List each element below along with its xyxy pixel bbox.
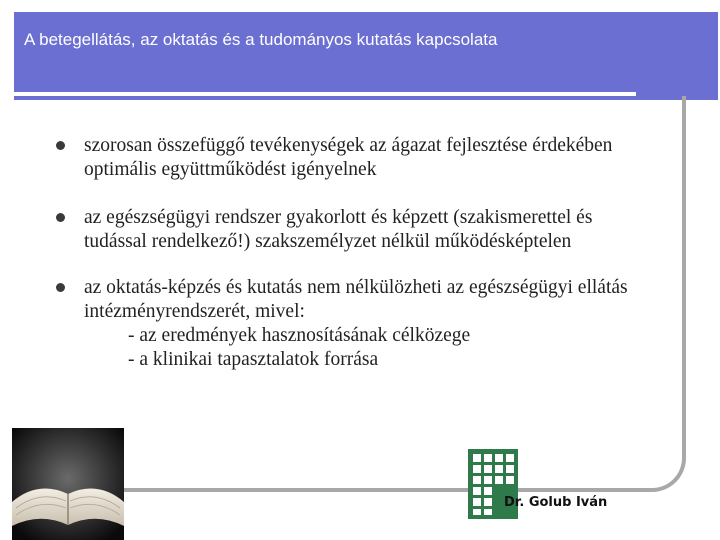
bullet-dot-icon: [56, 213, 65, 222]
open-book-icon: [12, 428, 124, 540]
page-title: A betegellátás, az oktatás és a tudományos kutatás kapcsolata: [24, 30, 498, 49]
author-name: Dr. Golub Iván: [504, 495, 608, 510]
bullet-text: szorosan összefüggő tevékenységek az ágazat fejlesztése érdekében optimális együttműködést igényelnek: [84, 135, 613, 180]
sub-item: - az eredmények hasznosításának célközege: [128, 325, 471, 346]
bullet-item: [52, 276, 652, 372]
bullet-dot-icon: [56, 141, 65, 150]
bullet-item: [52, 134, 652, 182]
header-bar: [14, 12, 718, 100]
bullet-dot-icon: [56, 283, 65, 292]
bullet-item: [52, 206, 652, 254]
bullet-text: az egészségügyi rendszer gyakorlott és képzett (szakismerettel és tudással rendelkező!) szakszemélyzet nélkül működésképtelen: [84, 207, 593, 252]
bullet-text: az oktatás-képzés és kutatás nem nélkülözheti az egészségügyi ellátás intézményrendszerét, mivel:: [84, 277, 628, 322]
bullet-list: [52, 134, 652, 372]
sub-item: - a klinikai tapasztalatok forrása: [128, 349, 379, 370]
